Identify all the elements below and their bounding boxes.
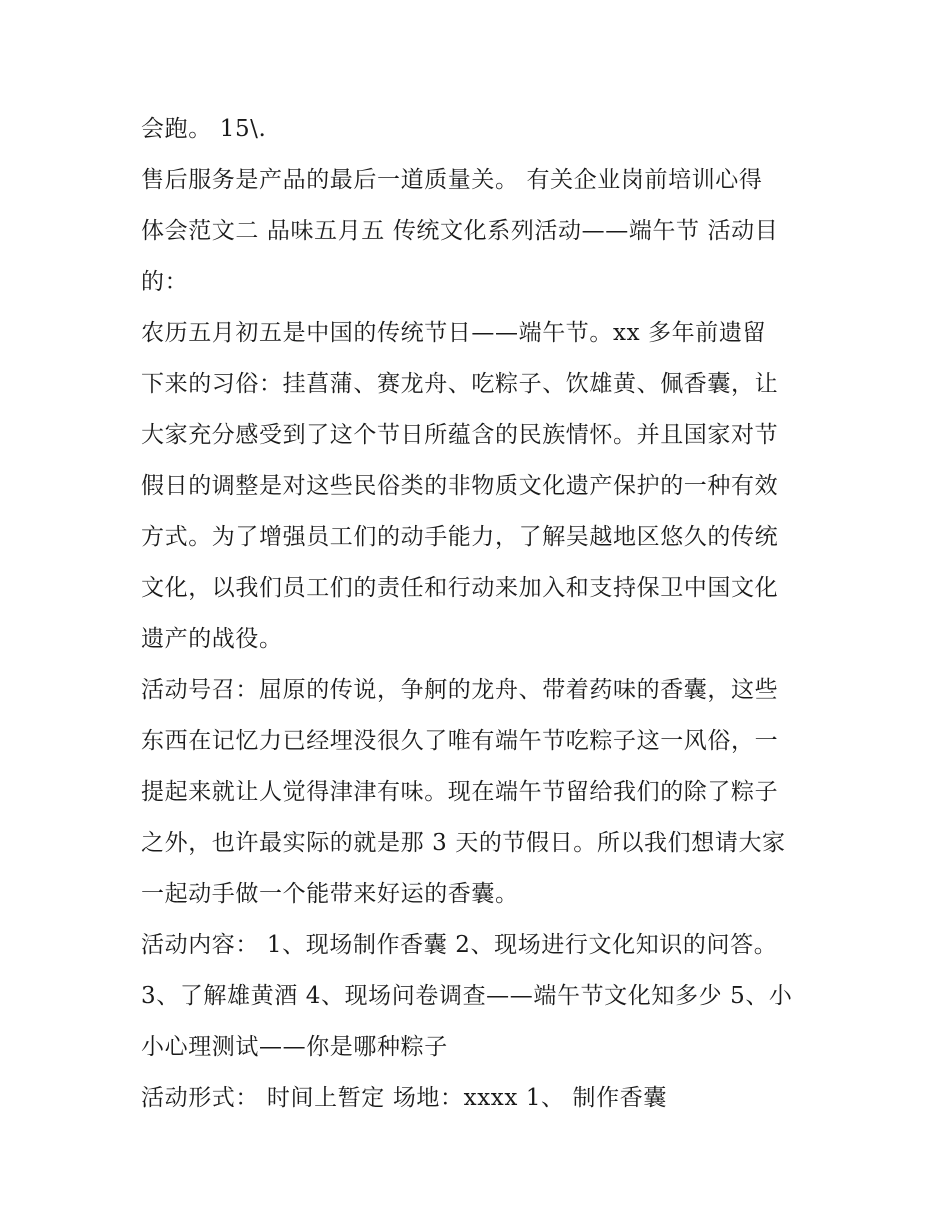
text-line: 活动内容： 1、现场制作香囊 2、现场进行文化知识的问答。 (141, 932, 778, 958)
text-line: 假日的调整是对这些民俗类的非物质文化遗产保护的一种有效 (141, 473, 779, 499)
text-line: 活动形式： 时间上暂定 场地：xxxx 1、 制作香囊 (141, 1085, 667, 1111)
text-line: 大家充分感受到了这个节日所蕴含的民族情怀。并且国家对节 (141, 422, 779, 448)
text-line: 体会范文二 品味五月五 传统文化系列活动——端午节 活动目 (141, 218, 779, 244)
text-line: 3、了解雄黄酒 4、现场问卷调查——端午节文化知多少 5、小 (141, 983, 793, 1009)
text-line: 小心理测试——你是哪种粽子 (141, 1034, 448, 1060)
text-line: 农历五月初五是中国的传统节日——端午节。xx 多年前遗留 (141, 320, 767, 346)
text-line: 提起来就让人觉得津津有味。现在端午节留给我们的除了粽子 (141, 779, 779, 805)
text-line: 之外，也许最实际的就是那 3 天的节假日。所以我们想请大家 (141, 830, 786, 856)
text-line: 方式。为了增强员工们的动手能力，了解吴越地区悠久的传统 (141, 524, 779, 550)
text-line: 文化，以我们员工们的责任和行动来加入和支持保卫中国文化 (141, 575, 779, 601)
text-line: 售后服务是产品的最后一道质量关。 有关企业岗前培训心得 (141, 167, 763, 193)
text-line: 遗产的战役。 (141, 626, 283, 652)
document-body (141, 104, 821, 1124)
text-line: 下来的习俗：挂菖蒲、赛龙舟、吃粽子、饮雄黄、佩香囊，让 (141, 371, 779, 397)
text-line: 活动号召：屈原的传说，争舸的龙舟、带着药味的香囊，这些 (141, 677, 779, 703)
text-line: 会跑。 15\. (141, 116, 267, 142)
text-line: 一起动手做一个能带来好运的香囊。 (141, 881, 519, 907)
text-line: 东西在记忆力已经埋没很久了唯有端午节吃粽子这一风俗，一 (141, 728, 779, 754)
text-line: 的： (141, 269, 189, 295)
